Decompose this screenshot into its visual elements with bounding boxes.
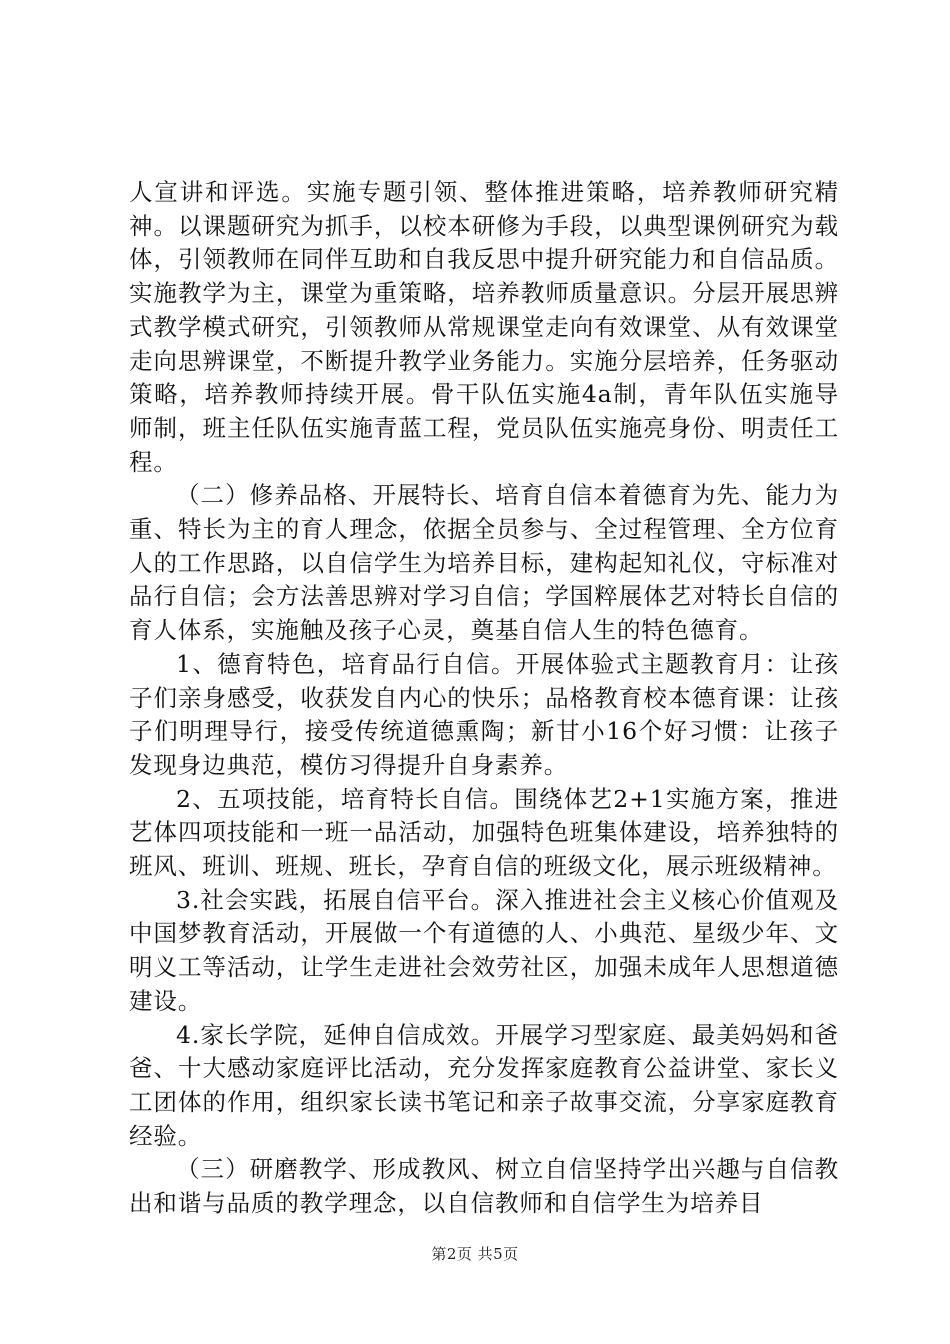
paragraph-teacher-training: 人宣讲和评选。实施专题引领、整体推进策略，培养教师研究精神。以课题研究为抓手，以校本研修为手段，以典型课例研究为载体，引领教师在同伴互助和自我反思中提升研究能力和自信品质。实施教学为主，课堂为重策略，培养教师质量意识。分层开展思辨式教学模式研究，引领教师从常规课堂走向有效课堂、从有效课堂走向思辨课堂，不断提升教学业务能力。实施分层培养，任务驱动策略，培养教师持续开展。骨干队伍实施4a制，青年队伍实施导师制，班主任队伍实施青蓝工程，党员队伍实施亮身份、明责任工程。 bbox=[129, 178, 839, 476]
document-body bbox=[129, 176, 839, 1221]
page-footer: 第2页 共5页 bbox=[431, 1245, 519, 1263]
paragraph-item-1: 1、德育特色，培育品行自信。开展体验式主题教育月：让孩子们亲身感受，收获发自内心的快乐；品格教育校本德育课：让孩子们明理导行，接受传统道德熏陶；新甘小16个好习惯：让孩子发现身边典范，模仿习得提升自身素养。 bbox=[129, 649, 839, 779]
paragraph-section-two: （二）修养品格、开展特长、培育自信本着德育为先、能力为重、特长为主的育人理念，依据全员参与、全过程管理、全方位育人的工作思路，以自信学生为培养目标，建构起知礼仪，守标准对品行自信；会方法善思辨对学习自信；学国粹展体艺对特长自信的育人体系，实施触及孩子心灵，奠基自信人生的特色德育。 bbox=[129, 481, 839, 645]
paragraph-section-three: （三）研磨教学、形成教风、树立自信坚持学出兴趣与自信教出和谐与品质的教学理念，以自信教师和自信学生为培养目 bbox=[129, 1155, 839, 1218]
paragraph-item-3: 3.社会实践，拓展自信平台。深入推进社会主义核心价值观及中国梦教育活动，开展做一个有道德的人、小典范、星级少年、文明义工等活动，让学生走进社会效劳社区，加强未成年人思想道德建设。 bbox=[129, 885, 839, 1015]
paragraph-item-2: 2、五项技能，培育特长自信。围绕体艺2+1实施方案，推进艺体四项技能和一班一品活动，加强特色班集体建设，培养独特的班风、班训、班规、班长，孕育自信的班级文化，展示班级精神。 bbox=[129, 784, 839, 881]
paragraph-item-4: 4.家长学院，延伸自信成效。开展学习型家庭、最美妈妈和爸爸、十大感动家庭评比活动，充分发挥家庭教育公益讲堂、家长义工团体的作用，组织家长读书笔记和亲子故事交流，分享家庭教育经验。 bbox=[129, 1020, 839, 1150]
